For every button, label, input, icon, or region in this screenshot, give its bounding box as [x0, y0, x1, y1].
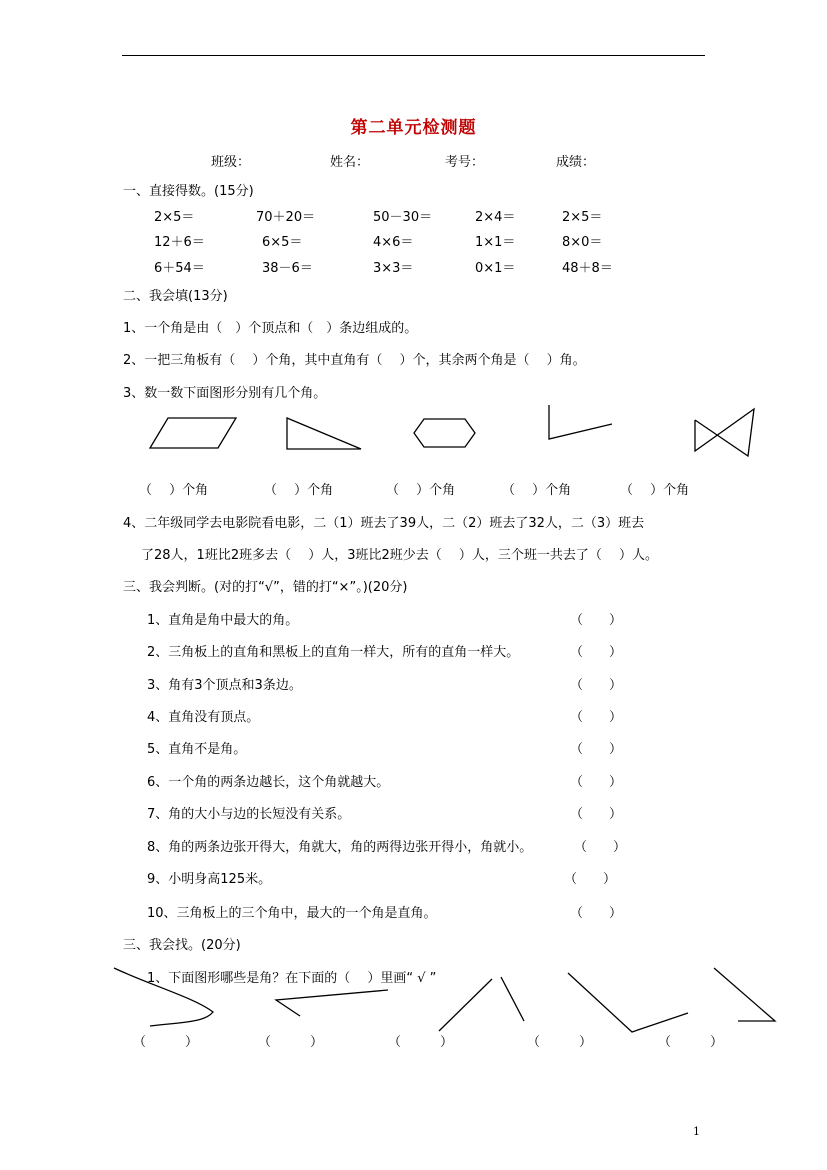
angle-shape	[549, 405, 612, 439]
page-number: 1	[693, 1125, 700, 1138]
calc-item: 1×1＝	[475, 235, 516, 250]
judgement-answer-blank[interactable]: （ ）	[570, 807, 623, 822]
parallelogram-shape	[150, 418, 236, 448]
section4-heading: 三、我会找。(20分)	[123, 938, 241, 953]
name-field-label: 姓名：	[330, 155, 370, 170]
bowtie-shape	[695, 409, 754, 456]
judgement-item: 10、三角板上的三个角中，最大的一个角是直角。	[147, 906, 437, 921]
judgement-answer-blank[interactable]: （ ）	[570, 775, 623, 790]
judgement-item: 8、角的两条边张开得大，角就大，角的两得边张开得小，角就小。	[147, 840, 533, 855]
angle-check-blank[interactable]: （ ）	[258, 1035, 324, 1050]
calc-item: 50－30＝	[373, 210, 433, 225]
judgement-item: 4、直角没有顶点。	[147, 710, 260, 725]
fill-question-1: 1、一个角是由（ ）个顶点和（ ）条边组成的。	[123, 321, 418, 336]
angle-check-blank[interactable]: （ ）	[388, 1035, 454, 1050]
angle-check-blank[interactable]: （ ）	[527, 1035, 593, 1050]
angle-check-blank[interactable]: （ ）	[658, 1035, 724, 1050]
judgement-answer-blank[interactable]: （ ）	[570, 645, 623, 660]
judgement-answer-blank[interactable]: （ ）	[570, 742, 623, 757]
calc-item: 70＋20＝	[256, 210, 316, 225]
judgement-answer-blank[interactable]: （ ）	[570, 710, 623, 725]
calc-item: 48＋8＝	[562, 261, 613, 276]
judgement-item: 9、小明身高125米。	[147, 872, 272, 887]
judgement-answer-blank[interactable]: （ ）	[564, 872, 617, 887]
judgement-item: 7、角的大小与边的长短没有关系。	[147, 807, 351, 822]
separated-line-figure	[439, 979, 492, 1031]
fill-question-3: 3、数一数下面图形分别有几个角。	[123, 386, 327, 401]
angle-figure	[568, 973, 688, 1032]
section1-heading: 一、直接得数。(15分)	[123, 184, 254, 199]
fill-question-4-line1: 4、二年级同学去电影院看电影，二（1）班去了39人，二（2）班去了32人，二（3）班去	[123, 516, 645, 531]
judgement-item: 5、直角不是角。	[147, 742, 247, 757]
angle-count-blank[interactable]: （ ）个角	[502, 483, 572, 498]
judgement-answer-blank[interactable]: （ ）	[570, 613, 623, 628]
angle-count-blank[interactable]: （ ）个角	[264, 483, 334, 498]
judgement-answer-blank[interactable]: （ ）	[570, 678, 623, 693]
calc-item: 6×5＝	[262, 235, 303, 250]
calc-item: 38－6＝	[262, 261, 313, 276]
exam-number-field-label: 考号：	[445, 155, 485, 170]
angle-count-blank[interactable]: （ ）个角	[139, 483, 209, 498]
calc-item: 12＋6＝	[154, 235, 205, 250]
calc-item: 2×5＝	[154, 210, 195, 225]
judgement-item: 6、一个角的两条边越长，这个角就越大。	[147, 775, 390, 790]
fill-question-4-line2: 了28人，1班比2班多去（ ）人，3班比2班少去（ ）人，三个班一共去了（ ）人。	[141, 548, 659, 563]
calc-item: 6＋54＝	[154, 261, 205, 276]
calc-item: 2×4＝	[475, 210, 516, 225]
right-triangle-shape	[287, 418, 361, 449]
judgement-answer-blank[interactable]: （ ）	[574, 840, 627, 855]
angle-count-blank[interactable]: （ ）个角	[386, 483, 456, 498]
section2-heading: 二、我会填(13分)	[123, 289, 228, 304]
judgement-item: 3、角有3个顶点和3条边。	[147, 678, 302, 693]
calc-item: 4×6＝	[373, 235, 414, 250]
separated-line-figure	[501, 977, 524, 1021]
judgement-item: 2、三角板上的直角和黑板上的直角一样大，所有的直角一样大。	[147, 645, 520, 660]
find-angle-question: 1、下面图形哪些是角？在下面的（ ）里画“ √ ”	[147, 971, 437, 986]
angle-figure	[714, 968, 775, 1021]
angle-count-blank[interactable]: （ ）个角	[620, 483, 690, 498]
section3-heading: 三、我会判断。(对的打“√”，错的打“×”。)(20分)	[123, 580, 408, 595]
calc-item: 8×0＝	[562, 235, 603, 250]
judgement-item: 1、直角是角中最大的角。	[147, 613, 299, 628]
calc-item: 2×5＝	[562, 210, 603, 225]
open-angle-figure	[276, 990, 388, 1016]
score-field-label: 成绩：	[556, 155, 596, 170]
class-field-label: 班级：	[211, 155, 251, 170]
calc-item: 3×3＝	[373, 261, 414, 276]
hexagon-shape	[414, 419, 475, 447]
judgement-answer-blank[interactable]: （ ）	[570, 906, 623, 921]
page-title: 第二单元检测题	[350, 118, 477, 138]
angle-check-blank[interactable]: （ ）	[133, 1035, 199, 1050]
fill-question-2: 2、一把三角板有（ ）个角，其中直角有（ ）个，其余两个角是（ ）角。	[123, 353, 586, 368]
calc-item: 0×1＝	[475, 261, 516, 276]
